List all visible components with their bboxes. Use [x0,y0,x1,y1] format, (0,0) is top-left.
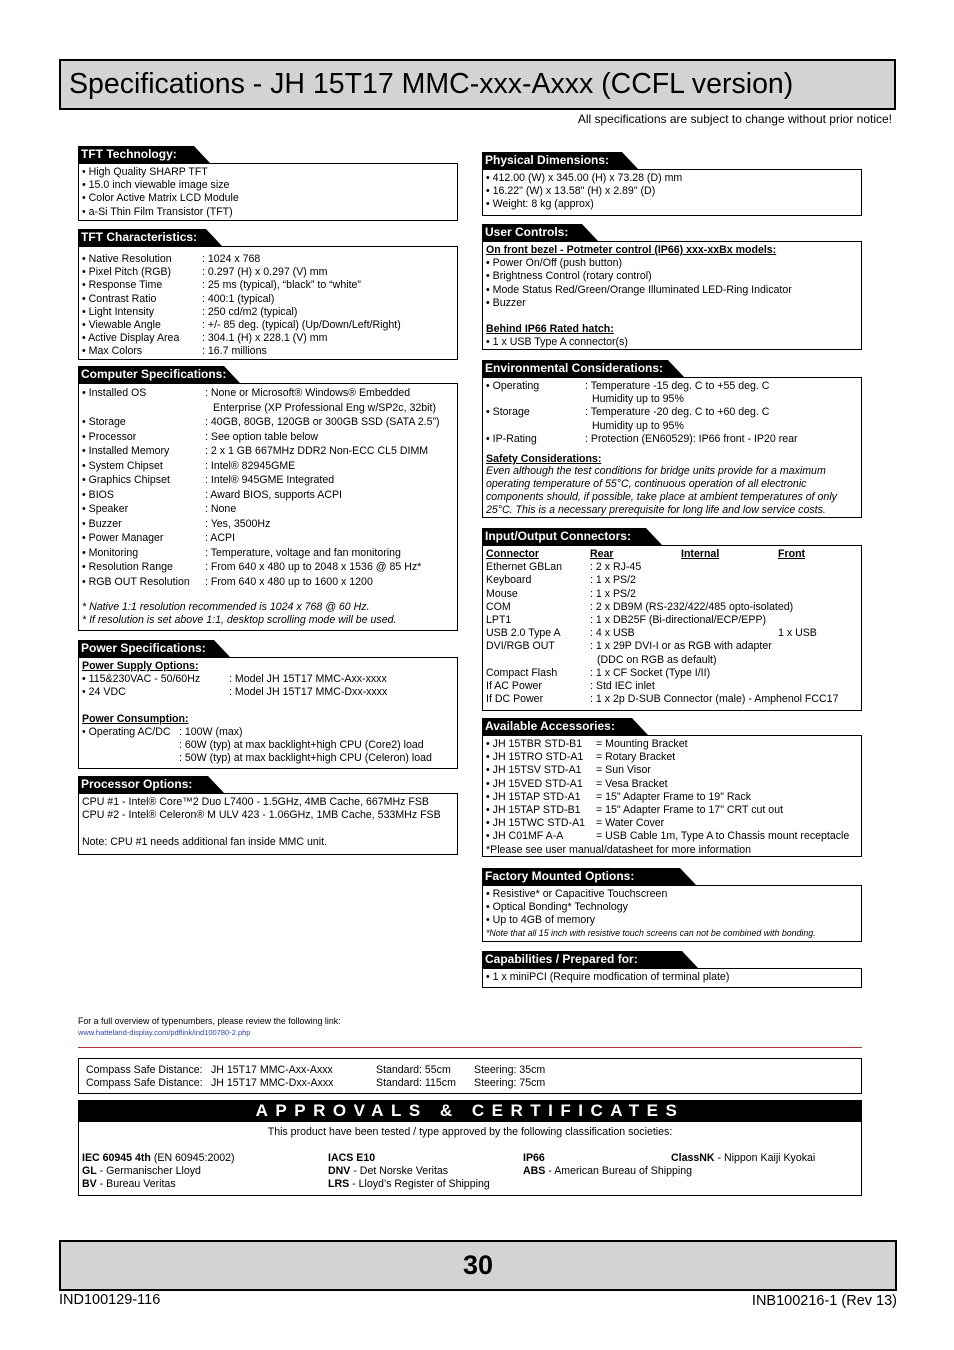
column-header: Front [778,548,806,560]
processor-options-box [78,793,458,855]
accessory-row: • JH 15TWC STD-A1 = Water Cover [486,817,665,830]
typenumber-link[interactable]: www.hatteland-display.com/pdflink/ind100780-2.php [78,1028,251,1037]
spec-row-continued: Humidity up to 95% [592,419,684,432]
societies-column [671,1152,815,1165]
document-id-right: INB100216-1 (Rev 13) [751,1293,897,1309]
list-item: • High Quality SHARP TFT [82,166,208,178]
spec-row: • Monitoring : Temperature, voltage and fan monitoring [82,546,401,559]
approvals-intro: This product have been tested / type approved by the following classification societies: [267,1126,673,1138]
spec-row: • Operating AC/DC : 100W (max) [82,726,243,738]
hatch-heading: Behind IP66 Rated hatch: [486,323,614,336]
spec-row: • Storage : Temperature -20 deg. C to +60 deg. C [486,406,770,419]
link-note-text: For a full overview of typenumbers, please review the following link: [78,1016,341,1026]
tft-characteristics-section [78,228,458,360]
table-row: Compact Flash : 1 x CF Socket (Type I/II) [486,666,711,679]
society-item: IEC 60945 4th (EN 60945:2002) [82,1152,235,1164]
physical-dimensions-section [482,151,862,216]
spec-row: • Light Intensity : 250 cd/m2 (typical) [82,305,298,318]
list-item: • Weight: 8 kg (approx) [486,198,594,211]
list-item: • Mode Status Red/Green/Orange Illuminated LED-Ring Indicator [486,283,792,296]
processor-note: Note: CPU #1 needs additional fan inside MMC unit. [82,835,327,848]
accessory-row: • JH 15TSV STD-A1 = Sun Visor [486,764,651,777]
page-number-bar [59,1240,897,1291]
safety-text: operating temperature of 55°C, continuous operation of all electronic [486,478,807,491]
table-row: LPT1 : 1 x DB25F (Bi-directional/ECP/EPP) [486,614,767,627]
processor-options-section [78,775,458,855]
approvals-heading: APPROVALS & CERTIFICATES [78,1100,862,1122]
section-tab: Physical Dimensions: [482,152,609,169]
column-header: Rear [590,548,614,560]
safety-text: 25°C. This is a necessary prerequisite for long life and low service costs. [486,504,826,517]
table-header-row [486,548,858,561]
table-row: Mouse : 1 x PS/2 [486,587,636,600]
society-item: GL - Germanischer Lloyd [82,1165,201,1177]
cpu-option: CPU #1 - Intel® Core™2 Duo L7400 - 1.5GHz, 4MB Cache, 667MHz FSB [82,796,429,808]
spec-row-continued: : 50W (typ) at max backlight+high CPU (Celeron) load [179,752,432,765]
spec-row: • Processor : See option table below [82,430,319,443]
accessories-note: *Please see user manual/datasheet for more information [486,843,751,856]
spec-row: • 115&230VAC - 50/60Hz : Model JH 15T17 MMC-Axx-xxxx [82,673,387,686]
spec-row: • Resolution Range : From 640 x 480 up to 2048 x 1536 @ 85 Hz* [82,561,422,573]
accessory-row: • JH 15VED STD-A1 = Vesa Bracket [486,777,668,790]
io-connectors-table [486,548,858,706]
table-row: If AC Power : Std IEC inlet [486,680,655,693]
computer-specs-section [78,365,458,631]
capabilities-box [482,968,862,988]
footnote: * Native 1:1 resolution recommended is 1024 x 768 @ 60 Hz. [82,601,370,613]
spec-row: • Active Display Area : 304.1 (H) x 228.1 (V) mm [82,332,328,345]
societies-column [82,1152,235,1191]
spec-row-continued: Humidity up to 95% [592,393,684,406]
table-row: USB 2.0 Type A : 4 x USB 1 x USB [486,627,817,640]
classification-societies-box [78,1122,862,1196]
society-item: IP66 [523,1152,545,1164]
table-row: DVI/RGB OUT : 1 x 29P DVI-I or as RGB with adapter [486,640,772,653]
accessory-row: • JH 15TRO STD-A1 = Rotary Bracket [486,751,676,764]
front-bezel-heading: On front bezel - Potmeter control (IP66) xxx-xxBx models: [486,244,777,256]
societies-grid [82,1152,858,1192]
table-row: COM : 2 x DB9M (RS-232/422/485 opto-isolated) [486,600,794,613]
spec-row: • Speaker : None [82,503,237,515]
list-item: • Optical Bonding* Technology [486,901,628,914]
footnote: * If resolution is set above 1:1, desktop scrolling mode will be used. [82,614,397,626]
computer-specs-box [78,383,458,631]
spec-row: • System Chipset : Intel® 82945GME [82,459,296,472]
column-header: Connector [486,548,539,560]
accessory-row: • JH 15TBR STD-B1 = Mounting Bracket [486,738,688,750]
spec-row: • Operating : Temperature -15 deg. C to +55 deg. C [486,380,770,392]
power-consumption-heading: Power Consumption: [82,712,189,725]
section-tab: Factory Mounted Options: [482,868,634,885]
section-tab: Processor Options: [78,776,192,793]
list-item: • a-Si Thin Film Transistor (TFT) [82,205,233,218]
spec-row: • Native Resolution : 1024 x 768 [82,253,261,265]
change-notice: All specifications are subject to change without prior notice! [577,112,892,126]
accessories-section [482,717,862,857]
compass-row: Compass Safe Distance: JH 15T17 MMC-Axx-Axxx Standard: 55cm Steering: 35cm [86,1064,546,1076]
section-tab: User Controls: [482,224,568,241]
section-tab: TFT Technology: [78,146,177,163]
spec-row: • Response Time : 25 ms (typical), “black” to “white” [82,279,361,292]
tft-technology-box [78,163,458,221]
column-header: Internal [681,548,720,560]
document-id-left: IND100129-116 [59,1292,161,1308]
list-item: • 1 x miniPCI (Require modfication of terminal plate) [486,971,730,983]
section-tab: TFT Characteristics: [78,229,197,246]
spec-row: • Installed OS : None or Microsoft® Windows® Embedded [82,387,411,399]
page-title: Specifications - JH 15T17 MMC-xxx-Axxx (CCFL version) [69,68,794,100]
page-number: 30 [462,1250,494,1280]
list-item: • 15.0 inch viewable image size [82,179,230,192]
list-item: • 412.00 (W) x 345.00 (H) x 73.28 (D) mm [486,172,683,184]
section-tab: Environmental Considerations: [482,360,663,377]
power-supply-heading: Power Supply Options: [82,660,199,672]
safety-text: components should, if possible, take place at ambient temperatures of only [486,491,837,504]
factory-options-box [482,885,862,942]
safety-heading: Safety Considerations: [486,453,602,466]
factory-options-note: *Note that all 15 inch with resistive touch screens can not be combined with bonding. [486,927,816,938]
list-item: • 1 x USB Type A connector(s) [486,336,628,349]
section-tab: Capabilities / Prepared for: [482,951,638,968]
spec-row: • Buzzer : Yes, 3500Hz [82,517,271,530]
spec-row: • Pixel Pitch (RGB) : 0.297 (H) x 0.297 (V) mm [82,266,328,279]
spec-row: • IP-Rating : Protection (EN60529): IP66 front - IP20 rear [486,432,798,445]
spec-row: • Installed Memory : 2 x 1 GB 667MHz DDR2 Non-ECC CL5 DIMM [82,445,429,457]
typenumber-link-note [78,1016,341,1038]
tft-technology-section [78,145,458,221]
list-item: • Resistive* or Capacitive Touchscreen [486,888,668,900]
society-item: ABS - American Bureau of Shipping [523,1165,693,1177]
list-item: • Brightness Control (rotary control) [486,270,652,283]
section-tab: Input/Output Connectors: [482,528,631,545]
list-item: • Color Active Matrix LCD Module [82,192,239,205]
spec-row: • Graphics Chipset : Intel® 945GME Integrated [82,474,335,486]
spec-row: • Power Manager : ACPI [82,532,236,544]
list-item: • Up to 4GB of memory [486,914,596,927]
table-row: Keyboard : 1 x PS/2 [486,574,636,587]
spec-row: • BIOS : Award BIOS, supports ACPI [82,488,342,501]
io-connectors-box [482,545,862,711]
factory-options-section [482,867,862,942]
io-connectors-section [482,527,862,711]
page-title-bar [59,59,896,110]
society-item: ClassNK - Nippon Kaiji Kyokai [671,1152,816,1164]
list-item: • Buzzer [486,296,526,309]
tft-characteristics-box [78,246,458,360]
capabilities-section [482,950,862,988]
spec-row: • Viewable Angle : +/- 85 deg. (typical) (Up/Down/Left/Right) [82,319,401,332]
society-item: IACS E10 [328,1152,376,1164]
section-tab: Available Accessories: [482,718,615,735]
section-tab: Power Specifications: [78,640,206,657]
power-specs-section [78,639,458,769]
spec-row-continued: Enterprise (XP Professional Eng w/SP2c, 32bit) [213,401,436,414]
society-item: DNV - Det Norske Veritas [328,1165,449,1177]
compass-safe-distance-box [78,1058,862,1094]
table-row: Ethernet GBLan : 2 x RJ-45 [486,561,642,574]
accessory-row: • JH 15TAP STD-B1 = 15" Adapter Frame to 17" CRT cut out [486,804,784,817]
power-specs-box [78,657,458,769]
society-item: BV - Bureau Veritas [82,1178,176,1190]
environmental-section [482,359,862,518]
spec-row: • Max Colors : 16.7 millions [82,345,267,358]
environmental-box [482,377,862,518]
physical-dimensions-box [482,169,862,216]
spec-row: • Storage : 40GB, 80GB, 120GB or 300GB SSD (SATA 2.5”) [82,416,440,428]
user-controls-section [482,223,862,350]
societies-column [328,1152,490,1191]
accessory-row: • JH 15TAP STD-A1 = 15" Adapter Frame to 19" Rack [486,790,752,803]
accessories-box [482,735,862,857]
compass-row: Compass Safe Distance: JH 15T17 MMC-Dxx-Axxx Standard: 115cm Steering: 75cm [86,1077,546,1089]
spec-row: • Contrast Ratio : 400:1 (typical) [82,292,275,305]
society-item: LRS - Lloyd’s Register of Shipping [328,1178,490,1190]
user-controls-box [482,241,862,350]
section-tab: Computer Specifications: [78,366,226,383]
table-row: (DDC on RGB as default) [597,653,717,666]
accessory-row: • JH C01MF A-A = USB Cable 1m, Type A to Chassis mount receptacle [486,830,850,843]
spec-row: • RGB OUT Resolution : From 640 x 480 up to 1600 x 1200 [82,575,373,588]
list-item: • Power On/Off (push button) [486,257,623,270]
list-item: • 16.22" (W) x 13.58" (H) x 2.89" (D) [486,185,656,198]
spec-row: • 24 VDC : Model JH 15T17 MMC-Dxx-xxxx [82,686,388,699]
safety-text: Even although the test conditions for bridge units provide for a maximum [486,465,826,478]
societies-column [523,1152,692,1178]
divider [78,1047,862,1048]
table-row: If DC Power : 1 x 2p D-SUB Connector (male) - Amphenol FCC17 [486,693,839,706]
cpu-option: CPU #2 - Intel® Celeron® M ULV 423 - 1.06GHz, 1MB Cache, 533MHz FSB [82,809,441,822]
spec-row-continued: : 60W (typ) at max backlight+high CPU (Core2) load [179,739,424,752]
